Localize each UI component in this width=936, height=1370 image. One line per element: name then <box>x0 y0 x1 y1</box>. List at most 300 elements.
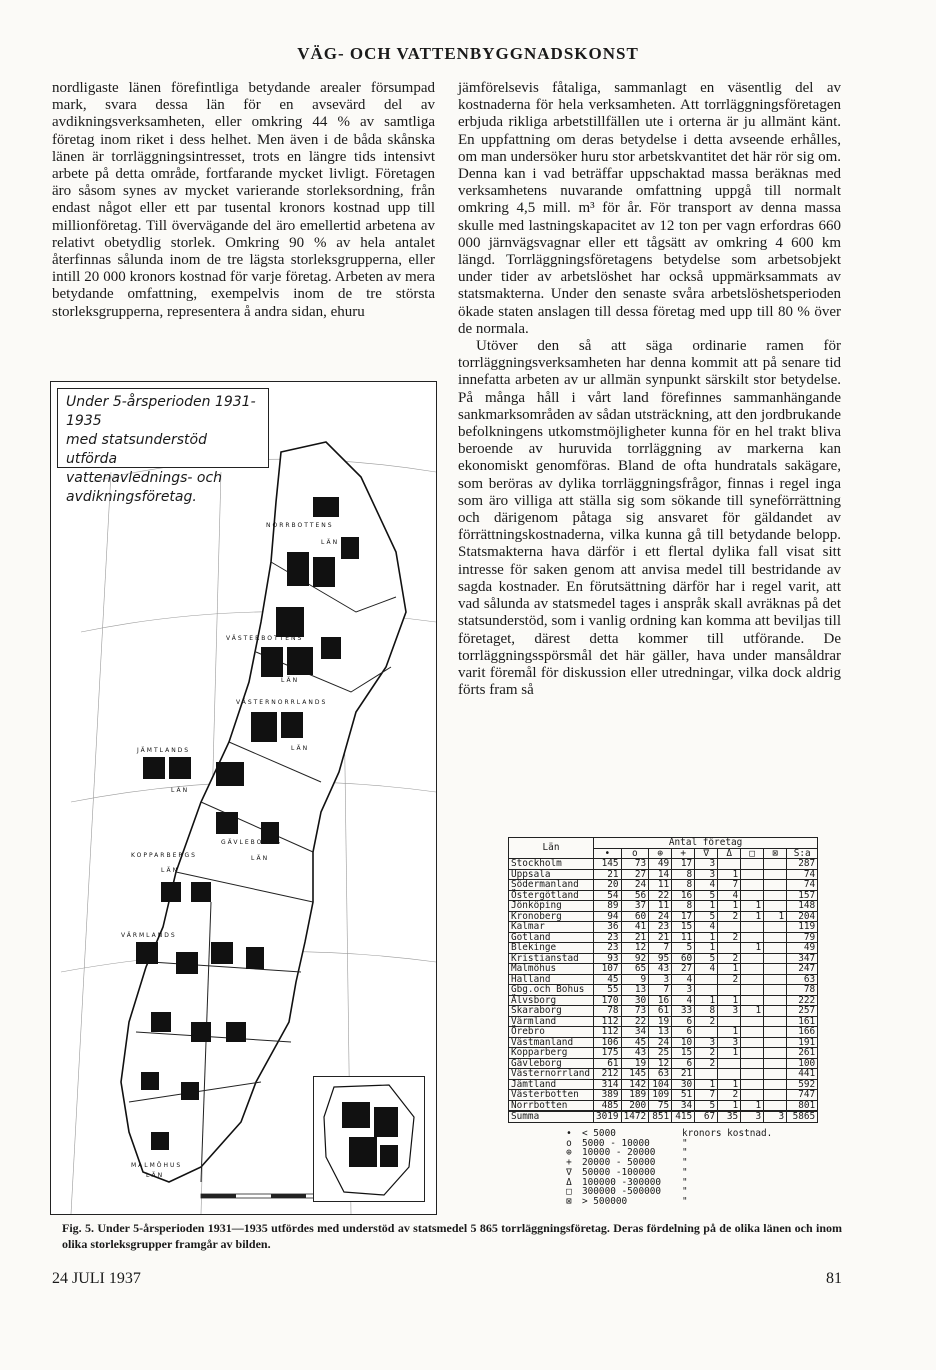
southern-sweden-inset <box>313 1076 425 1202</box>
table-row <box>509 1090 818 1101</box>
count-cell: 2 <box>718 1090 741 1101</box>
map-label: NORRBOTTENS <box>266 522 334 529</box>
legend-sym: + <box>566 1157 572 1169</box>
count-cell: 3 <box>695 859 718 870</box>
count-cell: 2 <box>695 1016 718 1027</box>
count-cell: 19 <box>621 1058 649 1069</box>
symbol-header: o <box>621 848 649 859</box>
count-cell: 49 <box>649 859 672 870</box>
count-cell <box>764 880 787 891</box>
legend-range: > 500000 <box>582 1195 628 1207</box>
count-cell <box>764 1090 787 1101</box>
table-row <box>509 932 818 943</box>
count-cell: 5 <box>695 1100 718 1111</box>
count-cell: 4 <box>718 890 741 901</box>
count-cell: 1 <box>741 1006 764 1017</box>
legend-sym: ⊕ <box>566 1147 572 1159</box>
lan-cell: Kronoberg <box>509 911 594 922</box>
count-cell: 314 <box>594 1079 622 1090</box>
paragraph: jämförelsevis fåtaliga, sammanlagt en väsentlig del av kostnaderna för hela verksamheten. Att torrläggningsföretagen erbjuda rikliga arbetstillfällen ute i orterna är ju allmänt känt. En uppfattning om deras betydelse i detta avseende erhålles, om man undersöker huru stor arbetskvantitet det här rör sig om. Denna kan i vad beträffar uppschaktad massa beräknas med verksamhetens nuvarande omfattning uppgå till normalt omkring 4,5 mill. m³ för år. För transport av denna massa skulle med lastningskapacitet av 12 ton per vagn erfordras 660 000 järnvägsvagnar eller ett tågsätt av omkring 4 600 km längd. Torrläggningsföretagens betydelse som arbetsobjekt under tider av arbetslöshet har också uppmärksammats av statsmakterna. Under den senaste svåra arbetslöshetsperioden ökade staten anslagen till dessa företag med upp till 80 % över de normala. <box>458 80 841 337</box>
count-cell: 8 <box>672 880 695 891</box>
count-cell: 389 <box>594 1090 622 1101</box>
count-cell: 89 <box>594 901 622 912</box>
legend-unit: " <box>682 1166 688 1178</box>
count-cell: 1 <box>695 995 718 1006</box>
count-cell: 1 <box>718 1048 741 1059</box>
count-cell: 3 <box>672 985 695 996</box>
count-cell <box>741 880 764 891</box>
lan-cell: Kristianstad <box>509 953 594 964</box>
count-cell: 11 <box>649 880 672 891</box>
count-cell <box>741 890 764 901</box>
count-cell: 16 <box>672 890 695 901</box>
count-cell <box>741 974 764 985</box>
count-cell: 3 <box>718 1037 741 1048</box>
count-cell: 4 <box>695 922 718 933</box>
count-cell: 6 <box>672 1016 695 1027</box>
count-cell: 7 <box>718 880 741 891</box>
count-cell: 24 <box>621 880 649 891</box>
count-cell: 104 <box>649 1079 672 1090</box>
count-cell: 16 <box>649 995 672 1006</box>
symbol-header: ∇ <box>695 848 718 859</box>
symbol-header: ⊠ <box>764 848 787 859</box>
count-cell: 3 <box>649 974 672 985</box>
count-cell: 8 <box>672 869 695 880</box>
count-cell: 21 <box>672 1069 695 1080</box>
count-cell: 107 <box>594 964 622 975</box>
count-cell <box>764 1069 787 1080</box>
count-cell: 3 <box>741 1111 764 1122</box>
count-cell: 33 <box>672 1006 695 1017</box>
count-cell: 112 <box>594 1027 622 1038</box>
count-cell: 1 <box>718 1100 741 1111</box>
count-cell <box>764 1048 787 1059</box>
count-cell: 2 <box>718 974 741 985</box>
table-row <box>509 1111 818 1122</box>
count-cell: 7 <box>649 943 672 954</box>
table-row <box>509 1006 818 1017</box>
total-cell: 74 <box>787 869 818 880</box>
lan-cell: Blekinge <box>509 943 594 954</box>
symbol-header: ⊕ <box>649 848 672 859</box>
count-cell <box>695 985 718 996</box>
count-cell: 4 <box>672 995 695 1006</box>
total-cell: 157 <box>787 890 818 901</box>
count-cell: 37 <box>621 901 649 912</box>
paragraph: Utöver den så att säga ordinarie ramen för torrläggningsverksamheten har denna kommit att på senare tid innefatta arbeten av ur allmän synpunkt särskilt stor betydelse. På många håll i vårt land förefinnes sammanhängande sankmarksområden av sådan utsträckning, att den jordbrukande befolkningens utkomstmöjligheter kunna för en hel trakt bliva beroende av huruvida torrläggning av markerna kan ekonomiskt genomföras. Bland de ofta hundratals sakägare, som beröras av dylika torrläggningsfrågor, finnas i regel inga som äro villiga att ställa sig som sökande till syneförrättning och därigenom påtaga sig ansvaret för gäldandet av förrättningskostnaderna, vilka kunna gå till betydande belopp. Statsmakterna hava därför i ett flertal dylika fall visat sitt intresse för saken genom att anvisa medel till bestridande av sagda kostnader. En förutsättning därför har i regel varit, att vad sålunda av statsmedel tages i anspråk skall avräknas på det statsunderstöd, som i vanlig ordning kan komma att beviljas till företaget, därest detta kommer till utförande. De torrläggningsspörsmål det här gäller, hava under mansåldrar varit föremål för diskussion eller utredningar, vilka dock aldrig förts fram så <box>458 338 841 699</box>
count-cell: 21 <box>594 869 622 880</box>
count-cell <box>764 932 787 943</box>
count-cell <box>741 1058 764 1069</box>
count-cell <box>764 859 787 870</box>
total-cell: 347 <box>787 953 818 964</box>
count-cell: 142 <box>621 1079 649 1090</box>
count-cell: 11 <box>649 901 672 912</box>
count-cell: 60 <box>621 911 649 922</box>
count-cell: 43 <box>621 1048 649 1059</box>
count-cell: 4 <box>695 880 718 891</box>
total-cell: 261 <box>787 1048 818 1059</box>
count-cell: 67 <box>695 1111 718 1122</box>
count-cell: 6 <box>672 1058 695 1069</box>
count-cell: 11 <box>672 932 695 943</box>
total-cell: 247 <box>787 964 818 975</box>
count-cell: 1 <box>741 943 764 954</box>
count-cell <box>764 1058 787 1069</box>
count-cell <box>741 1079 764 1090</box>
lan-cell: Gotland <box>509 932 594 943</box>
map-label: LÄN <box>146 1172 165 1179</box>
count-cell: 17 <box>672 911 695 922</box>
count-cell: 1 <box>741 1100 764 1111</box>
lan-cell: Uppsala <box>509 869 594 880</box>
count-cell <box>741 859 764 870</box>
count-cell: 45 <box>621 1037 649 1048</box>
lan-cell: Västernorrland <box>509 1069 594 1080</box>
map-caption-box <box>57 388 269 505</box>
table-row <box>509 1100 818 1111</box>
count-cell <box>764 901 787 912</box>
total-cell: 747 <box>787 1090 818 1101</box>
count-cell: 60 <box>672 953 695 964</box>
count-cell: 1 <box>718 964 741 975</box>
count-cell: 27 <box>672 964 695 975</box>
count-cell <box>695 974 718 985</box>
table-row <box>509 922 818 933</box>
total-cell: 63 <box>787 974 818 985</box>
figure-caption: Fig. 5. Under 5-årsperioden 1931—1935 utfördes med understöd av statsmedel 5 865 torrläggningsföretag. Deras fördelning på de olika länen och inom olika storleksgrupper framgår av bilden. <box>62 1221 842 1251</box>
count-cell: 7 <box>649 985 672 996</box>
count-cell <box>718 922 741 933</box>
count-cell: 1 <box>695 901 718 912</box>
legend-unit: " <box>682 1186 688 1198</box>
lan-cell: Summa <box>509 1111 594 1122</box>
map-label: VÄSTERBOTTENS <box>226 635 304 642</box>
legend-range: 10000 - 20000 <box>582 1147 656 1159</box>
count-cell: 212 <box>594 1069 622 1080</box>
count-cell: 12 <box>649 1058 672 1069</box>
total-cell: 191 <box>787 1037 818 1048</box>
count-cell <box>764 1027 787 1038</box>
footer-date: 24 JULI 1937 <box>52 1270 141 1287</box>
legend-range: 20000 - 50000 <box>582 1157 656 1169</box>
lan-cell: Gävleborg <box>509 1058 594 1069</box>
header-lan: Län <box>509 838 594 859</box>
map-caption-line: avdikningsföretag. <box>66 489 197 505</box>
count-cell: 61 <box>594 1058 622 1069</box>
map-label: GÄVLEBORGS <box>221 839 282 846</box>
total-cell: 801 <box>787 1100 818 1111</box>
total-cell: 161 <box>787 1016 818 1027</box>
count-cell: 9 <box>621 974 649 985</box>
lan-cell: Malmöhus <box>509 964 594 975</box>
count-cell <box>695 1027 718 1038</box>
count-cell <box>741 1090 764 1101</box>
lan-cell: Västmanland <box>509 1037 594 1048</box>
count-cell: 24 <box>649 911 672 922</box>
count-cell: 35 <box>718 1111 741 1122</box>
legend-row <box>556 1197 796 1207</box>
count-cell <box>741 869 764 880</box>
count-cell: 3 <box>695 1037 718 1048</box>
count-cell: 73 <box>621 859 649 870</box>
total-cell: 49 <box>787 943 818 954</box>
legend-unit: " <box>682 1195 688 1207</box>
total-cell: 441 <box>787 1069 818 1080</box>
count-cell: 1 <box>718 995 741 1006</box>
count-cell <box>764 974 787 985</box>
legend-range: 300000 -500000 <box>582 1186 662 1198</box>
map-label: MALMÖHUS <box>131 1162 183 1169</box>
count-cell <box>718 1058 741 1069</box>
lan-cell: Jämtland <box>509 1079 594 1090</box>
legend-sym: □ <box>566 1186 572 1198</box>
count-cell: 22 <box>649 890 672 901</box>
symbol-header: • <box>594 848 622 859</box>
count-cell <box>718 943 741 954</box>
count-cell: 189 <box>621 1090 649 1101</box>
total-cell: 100 <box>787 1058 818 1069</box>
lan-cell: Kopparberg <box>509 1048 594 1059</box>
table-row <box>509 1016 818 1027</box>
lan-cell: Stockholm <box>509 859 594 870</box>
paragraph: nordligaste länen förefintliga betydande arealer försumpad mark, svara dessa län för en avsevärd del av avdikningsverksamheten, eller omkring 44 % av samtliga företag inom riket i dess helhet. Men även i de båda skånska länen är torrläggningsintresset, trots en längre tids intensivt arbete på detta område, fortfarande mycket livligt. Företagen äro såsom synes av mycket varierande storleksordning, från endast något eller ett par tusental kronors kostnad upp till millionföretag. Till övervägande del äro emellertid arbetena av relativt obetydlig storlek. Omkring 90 % av hela antalet återfinnas sålunda inom de tre lägsta storleksgrupperna, eller intill 20 000 kronors kostnad för varje företag. Arbeten av mera betydande omfattning, exempelvis inom de tre största storleksgrupperna, representera å andra sidan, ehuru <box>52 80 435 320</box>
total-cell: 119 <box>787 922 818 933</box>
table-row <box>509 1027 818 1038</box>
right-column <box>458 80 841 699</box>
count-cell: 21 <box>621 932 649 943</box>
lan-cell: Jönköping <box>509 901 594 912</box>
count-cell <box>741 1048 764 1059</box>
count-cell: 56 <box>621 890 649 901</box>
count-cell: 17 <box>672 859 695 870</box>
map-label: LÄN <box>171 787 190 794</box>
count-cell <box>764 953 787 964</box>
count-cell: 54 <box>594 890 622 901</box>
map-caption-line: Under 5-årsperioden 1931-1935 <box>66 394 256 429</box>
count-cell: 30 <box>672 1079 695 1090</box>
table-row <box>509 1058 818 1069</box>
count-cell: 1 <box>718 1079 741 1090</box>
total-cell: 166 <box>787 1027 818 1038</box>
lan-cell: Skaraborg <box>509 1006 594 1017</box>
count-cell: 65 <box>621 964 649 975</box>
lan-cell: Västerbotten <box>509 1090 594 1101</box>
count-cell: 15 <box>672 922 695 933</box>
count-cell: 112 <box>594 1016 622 1027</box>
count-cell <box>741 1027 764 1038</box>
count-cell: 3019 <box>594 1111 622 1122</box>
count-cell: 27 <box>621 869 649 880</box>
total-cell: 592 <box>787 1079 818 1090</box>
count-cell: 13 <box>621 985 649 996</box>
legend-sym: o <box>566 1137 572 1149</box>
count-cell: 1472 <box>621 1111 649 1122</box>
size-legend <box>556 1129 796 1207</box>
sweden-map-figure <box>50 381 437 1215</box>
count-cell <box>718 985 741 996</box>
count-cell: 109 <box>649 1090 672 1101</box>
count-cell: 851 <box>649 1111 672 1122</box>
count-cell: 106 <box>594 1037 622 1048</box>
total-cell: 204 <box>787 911 818 922</box>
page-title: VÄG- OCH VATTENBYGGNADSKONST <box>297 44 639 63</box>
count-cell: 20 <box>594 880 622 891</box>
count-cell: 3 <box>695 869 718 880</box>
map-label: LÄN <box>251 855 270 862</box>
count-cell: 1 <box>764 911 787 922</box>
count-cell <box>741 1069 764 1080</box>
count-cell <box>695 1069 718 1080</box>
count-cell: 145 <box>594 859 622 870</box>
count-cell: 95 <box>649 953 672 964</box>
map-label: VÄSTERNORRLANDS <box>236 699 328 706</box>
table-row <box>509 995 818 1006</box>
count-cell: 5 <box>695 911 718 922</box>
map-label: LÄN <box>161 867 180 874</box>
count-cell: 2 <box>695 1058 718 1069</box>
count-cell: 23 <box>649 922 672 933</box>
count-cell: 24 <box>649 1037 672 1048</box>
count-cell <box>741 932 764 943</box>
stats-table <box>508 837 818 1123</box>
legend-range: < 5000 <box>582 1128 616 1139</box>
count-cell: 1 <box>695 1079 718 1090</box>
count-cell <box>741 922 764 933</box>
count-cell: 61 <box>649 1006 672 1017</box>
legend-sym: ⊠ <box>566 1195 572 1207</box>
legend-range: 50000 -100000 <box>582 1166 656 1178</box>
count-cell <box>741 1037 764 1048</box>
legend-sym: Δ <box>566 1176 572 1188</box>
page-number: 81 <box>826 1270 842 1287</box>
count-cell: 8 <box>672 901 695 912</box>
table-row <box>509 1079 818 1090</box>
count-cell: 63 <box>649 1069 672 1080</box>
count-cell: 21 <box>649 932 672 943</box>
count-cell: 2 <box>718 953 741 964</box>
lan-cell: Södermanland <box>509 880 594 891</box>
count-cell <box>741 1016 764 1027</box>
count-cell: 43 <box>649 964 672 975</box>
count-cell: 15 <box>672 1048 695 1059</box>
count-cell: 93 <box>594 953 622 964</box>
count-cell: 1 <box>741 901 764 912</box>
legend-unit: kronors kostnad. <box>682 1128 773 1139</box>
table-row <box>509 880 818 891</box>
lan-cell: Norrbotten <box>509 1100 594 1111</box>
table-row <box>509 943 818 954</box>
count-cell <box>764 1037 787 1048</box>
table-row <box>509 869 818 880</box>
count-cell: 485 <box>594 1100 622 1111</box>
legend-unit: " <box>682 1137 688 1149</box>
count-cell <box>764 922 787 933</box>
count-cell <box>741 995 764 1006</box>
count-cell: 1 <box>718 901 741 912</box>
total-cell: 78 <box>787 985 818 996</box>
lan-cell: Östergötland <box>509 890 594 901</box>
map-label: LÄN <box>291 745 310 752</box>
legend-unit: " <box>682 1176 688 1188</box>
legend-unit: " <box>682 1147 688 1159</box>
count-cell: 78 <box>594 1006 622 1017</box>
total-cell: 287 <box>787 859 818 870</box>
table-row <box>509 1037 818 1048</box>
count-cell: 19 <box>649 1016 672 1027</box>
count-cell: 10 <box>672 1037 695 1048</box>
count-cell: 34 <box>621 1027 649 1038</box>
count-cell: 36 <box>594 922 622 933</box>
count-cell <box>718 1069 741 1080</box>
count-cell: 175 <box>594 1048 622 1059</box>
map-caption-line: med statsunderstöd utförda <box>66 432 207 467</box>
count-cell: 200 <box>621 1100 649 1111</box>
legend-unit: " <box>682 1157 688 1169</box>
map-label: LÄN <box>281 677 300 684</box>
count-cell: 51 <box>672 1090 695 1101</box>
count-cell: 34 <box>672 1100 695 1111</box>
count-cell: 3 <box>718 1006 741 1017</box>
count-cell: 2 <box>718 911 741 922</box>
count-cell: 41 <box>621 922 649 933</box>
count-cell <box>764 964 787 975</box>
count-cell <box>718 859 741 870</box>
count-cell <box>764 943 787 954</box>
count-cell <box>764 1016 787 1027</box>
legend-sym: ∇ <box>566 1166 572 1178</box>
count-cell: 8 <box>695 1006 718 1017</box>
symbol-header: □ <box>741 848 764 859</box>
table-row <box>509 901 818 912</box>
map-label: VÄRMLANDS <box>121 932 177 939</box>
lan-cell: Värmland <box>509 1016 594 1027</box>
count-cell: 1 <box>695 943 718 954</box>
count-cell <box>764 995 787 1006</box>
legend-range: 5000 - 10000 <box>582 1137 650 1149</box>
count-cell: 13 <box>649 1027 672 1038</box>
legend-sym: • <box>566 1128 572 1139</box>
count-cell: 23 <box>594 943 622 954</box>
count-cell: 415 <box>672 1111 695 1122</box>
map-label: LÄN <box>321 539 340 546</box>
count-cell: 4 <box>672 974 695 985</box>
count-cell <box>741 953 764 964</box>
total-cell: 257 <box>787 1006 818 1017</box>
count-cell: 5 <box>695 953 718 964</box>
header-group: Antal företag <box>594 838 818 849</box>
count-cell <box>741 964 764 975</box>
count-cell: 45 <box>594 974 622 985</box>
lan-cell: Gbg.och Bohus <box>509 985 594 996</box>
total-cell: 74 <box>787 880 818 891</box>
table-row <box>509 890 818 901</box>
count-cell: 4 <box>695 964 718 975</box>
legend-range: 100000 -300000 <box>582 1176 662 1188</box>
count-cell: 6 <box>672 1027 695 1038</box>
table-row <box>509 985 818 996</box>
count-cell <box>764 890 787 901</box>
count-cell: 92 <box>621 953 649 964</box>
count-cell <box>764 1100 787 1111</box>
table-row <box>509 859 818 870</box>
count-cell: 22 <box>621 1016 649 1027</box>
left-column <box>52 80 435 321</box>
table-row <box>509 911 818 922</box>
count-cell: 1 <box>718 869 741 880</box>
total-cell: 5865 <box>787 1111 818 1122</box>
